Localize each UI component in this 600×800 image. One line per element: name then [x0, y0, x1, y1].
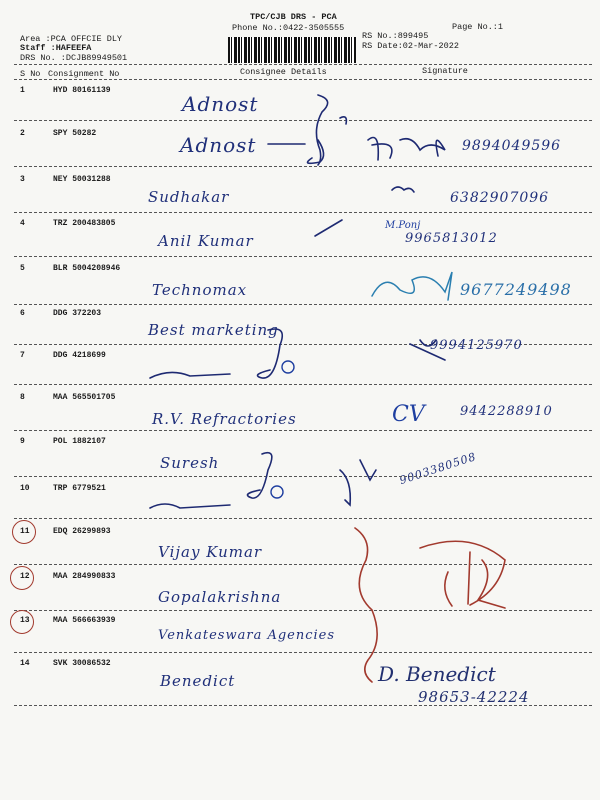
scribble-8	[150, 372, 230, 378]
circled-3	[271, 486, 283, 498]
row-consignment: DDG 372203	[53, 309, 102, 318]
scribble-3	[268, 140, 324, 163]
row-consignment: BLR 5004208946	[53, 264, 121, 273]
row-consignment: NEY 50031288	[53, 175, 111, 184]
staff-label: Staff :HAFEEFA	[20, 43, 92, 53]
row-consignment: MAA 566663939	[53, 616, 116, 625]
scribble-13	[372, 272, 452, 300]
row-signature: M.Ponj	[385, 220, 421, 231]
row-consignee: Anil Kumar	[158, 232, 254, 250]
scribble-5	[392, 187, 414, 192]
row-consignment: POL 1882107	[53, 437, 106, 446]
drs-number: DRS No. :DCJB89949501	[20, 53, 128, 63]
row-sno: 12	[20, 572, 30, 581]
row-sno: 11	[20, 527, 30, 536]
row-consignment: HYD 80161139	[53, 86, 111, 95]
row-consignee: Adnost	[182, 92, 259, 116]
row-sno: 13	[20, 616, 30, 625]
row-consignment: TRP 6779521	[53, 484, 106, 493]
document-title: TPC/CJB DRS - PCA	[250, 12, 337, 22]
row-consignment: SPY 50282	[53, 129, 97, 138]
row-consignee: Technomax	[152, 281, 248, 299]
row-consignee: Vijay Kumar	[158, 543, 263, 561]
scribble-11	[150, 504, 230, 508]
row-consignee: Benedict	[160, 672, 236, 690]
row-phone: 6382907096	[450, 190, 550, 206]
row-signature: CV	[392, 402, 425, 427]
red-scribble-1	[355, 528, 377, 682]
row-consignment: MAA 565501705	[53, 393, 116, 402]
col-sno: S No	[20, 69, 41, 79]
scribble-1	[316, 95, 327, 165]
row-sno: 10	[20, 484, 30, 493]
red-scribble-2	[420, 541, 505, 608]
row-phone: 9894049596	[462, 138, 562, 154]
row-consignment: SVK 30086532	[53, 659, 111, 668]
row-sno: 3	[20, 175, 25, 184]
row-consignee: Venkateswara Agencies	[158, 628, 336, 643]
rs-date: RS Date:02-Mar-2022	[362, 41, 459, 51]
row-sno: 4	[20, 219, 25, 228]
row-sno: 2	[20, 129, 25, 138]
row-consignee: Suresh	[160, 454, 220, 472]
row-consignee: Gopalakrishna	[158, 588, 282, 606]
scribble-7	[258, 329, 283, 378]
row-consignee: Sudhakar	[148, 188, 230, 206]
row-consignment: EDQ 26299893	[53, 527, 111, 536]
scribble-6	[315, 220, 342, 236]
row-signature: D. Benedict	[378, 662, 496, 686]
row-phone: 98653-42224	[418, 688, 530, 706]
row-consignee: R.V. Refractories	[152, 410, 297, 428]
row-consignee: Best marketing	[148, 321, 279, 339]
row-phone: 9003380508	[397, 449, 479, 488]
row-sno: 7	[20, 351, 25, 360]
row-phone: 9677249498	[460, 280, 572, 299]
row-consignment: DDG 4218699	[53, 351, 106, 360]
page-number: Page No.:1	[452, 22, 504, 32]
row-phone: 9442288910	[460, 404, 553, 419]
scribble-12	[340, 460, 376, 505]
row-consignee: Adnost	[180, 133, 257, 157]
scribble-2	[340, 117, 346, 124]
row-sno: 9	[20, 437, 25, 446]
row-consignment: TRZ 200483805	[53, 219, 116, 228]
office-phone: Phone No.:0422-3505555	[232, 23, 345, 33]
scribble-9	[410, 340, 445, 360]
scribble-4	[368, 138, 445, 161]
rs-number: RS No.:899495	[362, 31, 429, 41]
row-sno: 14	[20, 659, 30, 668]
area-label: Area :PCA OFFCIE DLY	[20, 34, 123, 44]
row-sno: 8	[20, 393, 25, 402]
circled-2	[282, 361, 294, 373]
row-sno: 5	[20, 264, 25, 273]
col-consignee: Consignee Details	[240, 67, 327, 77]
col-signature: Signature	[422, 66, 468, 76]
row-sno: 1	[20, 86, 25, 95]
row-consignment: MAA 284990833	[53, 572, 116, 581]
row-sno: 6	[20, 309, 25, 318]
row-phone: 9965813012	[405, 231, 498, 246]
row-phone: 9994125970	[430, 338, 523, 353]
col-consignment: Consignment No	[48, 69, 120, 79]
scribble-10	[248, 453, 272, 498]
